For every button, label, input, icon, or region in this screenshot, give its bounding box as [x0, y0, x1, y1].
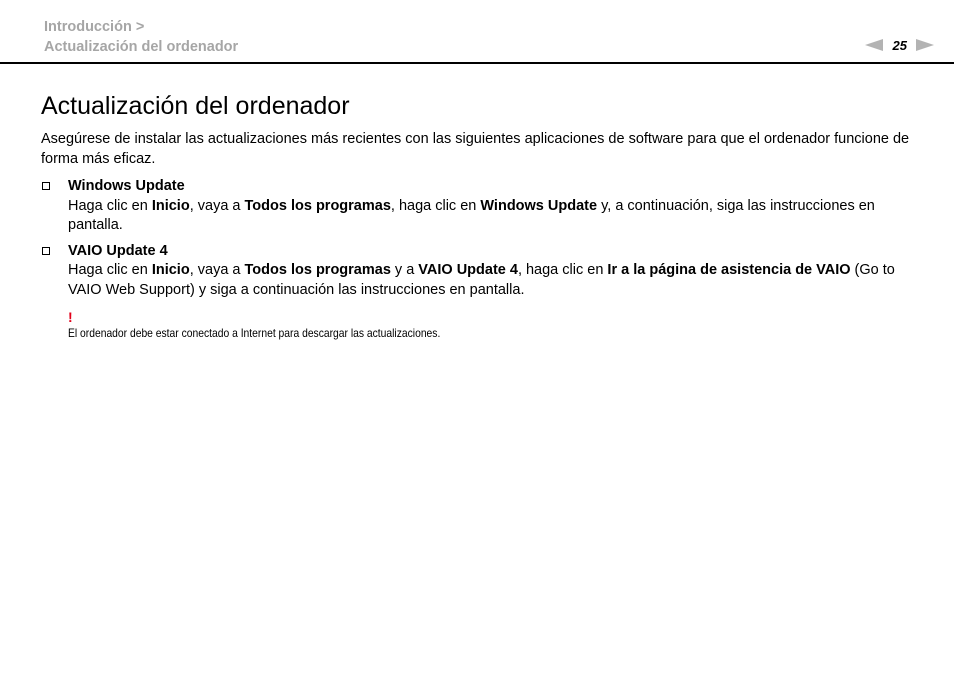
bold-segment: VAIO Update 4: [418, 262, 518, 278]
text-segment: y a: [390, 262, 419, 278]
breadcrumb-parent[interactable]: Introducción >: [44, 19, 145, 35]
bold-segment: Todos los programas: [244, 262, 391, 278]
breadcrumb: [44, 17, 238, 57]
list-item: [41, 242, 921, 301]
checkbox-bullet-icon: [42, 247, 50, 255]
bold-segment: Todos los programas: [244, 197, 391, 214]
triangle-left-icon[interactable]: [865, 39, 883, 51]
text-segment: , vaya a: [189, 262, 245, 278]
header-rule: [0, 62, 954, 64]
item-title: VAIO Update 4: [68, 242, 168, 259]
intro-paragraph: Asegúrese de instalar las actualizaciones más recientes con las siguientes aplicaciones de software para que el ordenador funcione de forma más eficaz.: [41, 131, 910, 167]
text-segment: Haga clic en: [68, 262, 152, 278]
bold-segment: Inicio: [151, 262, 190, 278]
text-segment: , vaya a: [189, 197, 245, 214]
page-number: 25: [892, 37, 907, 53]
bold-segment: Windows Update: [480, 197, 598, 214]
note-text: El ordenador debe estar conectado a Internet para descargar las actualizaciones.: [68, 326, 441, 340]
breadcrumb-current[interactable]: Actualización del ordenador: [44, 39, 239, 55]
checkbox-bullet-icon: [42, 182, 50, 190]
warning-mark-icon: !: [68, 309, 73, 325]
bold-segment: Inicio: [151, 197, 190, 214]
item-description: [68, 197, 921, 236]
update-list: [41, 177, 921, 300]
item-title: Windows Update: [68, 178, 185, 194]
note-block: [41, 310, 921, 342]
page-header: [0, 0, 954, 64]
text-segment: y, a continuación, siga las instrucciones en pantalla.: [68, 197, 875, 233]
triangle-right-icon[interactable]: [916, 39, 934, 51]
text-segment: (Go to VAIO Web Support) y siga a continuación las instrucciones en pantalla.: [68, 262, 895, 298]
item-description: [68, 261, 921, 300]
page-navigation: [865, 37, 934, 53]
text-segment: Haga clic en: [68, 197, 152, 214]
bold-segment: Ir a la página de asistencia de VAIO: [607, 262, 851, 278]
page-title: Actualización del ordenador: [41, 92, 350, 120]
text-segment: , haga clic en: [390, 197, 481, 214]
main-content: [41, 90, 921, 342]
text-segment: , haga clic en: [517, 262, 608, 278]
list-item: [41, 177, 921, 236]
